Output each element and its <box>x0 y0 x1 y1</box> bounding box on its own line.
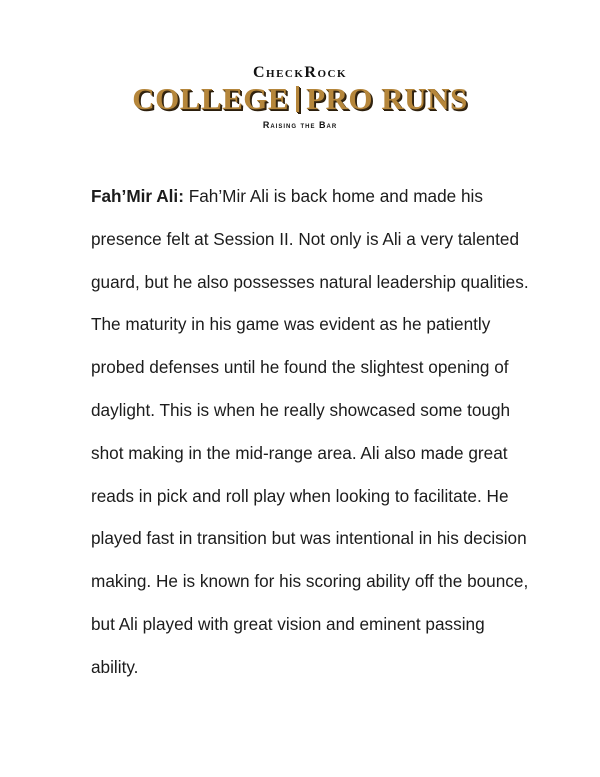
player-report <box>91 175 531 689</box>
brand-main-title <box>0 82 600 116</box>
report-body: Fah’Mir Ali is back home and made his presence felt at Session II. Not only is Ali a very talented guard, but he also possesses natural leadership qualities. The maturity in his game was evident as he patiently probed defenses until he found the slightest opening of daylight. This is when he really showcased some tough shot making in the mid-range area. Ali also made great reads in pick and roll play when looking to facilitate. He played fast in transition but was intentional in his decision making. He is known for his scoring ability off the bounce, but Ali played with great vision and eminent passing ability. <box>91 186 529 677</box>
brand-left-text: COLLEGE <box>132 81 290 116</box>
brand-logo <box>0 64 600 131</box>
brand-right-text: PRO RUNS <box>306 81 468 116</box>
report-paragraph <box>91 175 531 689</box>
player-name-label: Fah’Mir Ali: <box>91 186 184 206</box>
brand-top-text: CheckRock <box>252 64 348 81</box>
brand-tagline: Raising the Bar <box>262 120 338 130</box>
brand-divider <box>296 86 299 112</box>
